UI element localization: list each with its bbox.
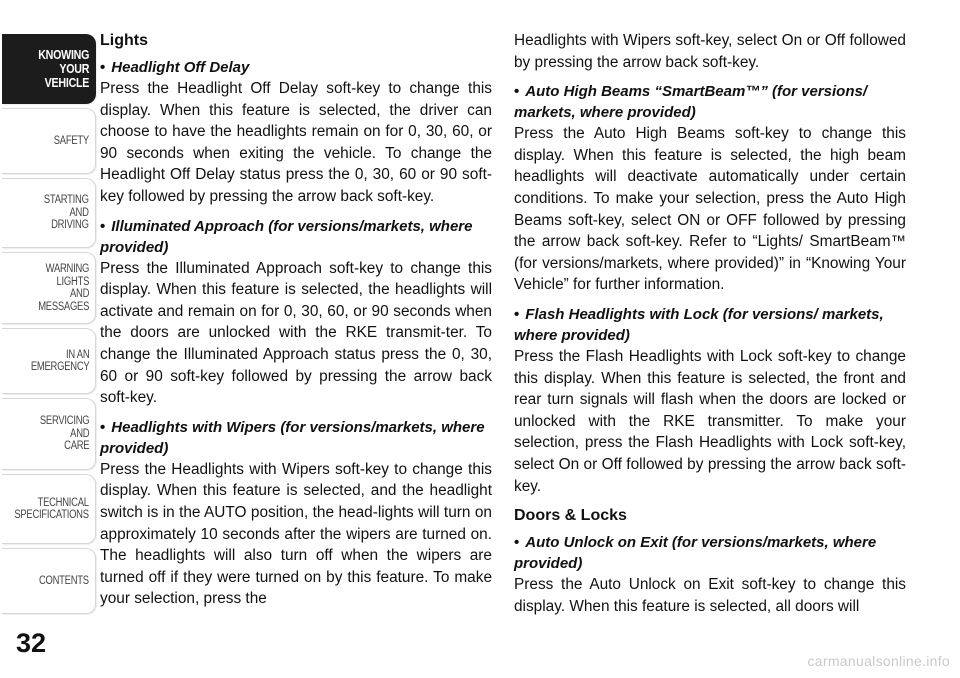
section-heading: Lights xyxy=(100,32,148,49)
bullet: • xyxy=(100,59,106,76)
tab-starting-and-driving[interactable] xyxy=(2,178,96,248)
tab-contents[interactable] xyxy=(2,548,96,614)
tab-label: SAFETY xyxy=(53,134,89,147)
tab-label: TECHNICAL SPECIFICATIONS xyxy=(14,496,89,521)
page-number: 32 xyxy=(16,628,47,658)
bullet: • xyxy=(514,83,520,101)
tab-label: SERVICING AND CARE xyxy=(39,415,89,453)
section-heading: Doors & Locks xyxy=(514,507,627,525)
tab-servicing-and-care[interactable] xyxy=(2,398,96,470)
left-column xyxy=(100,30,492,610)
feature-description: Press the Headlights with Wipers soft-key to change this display. When this feature is selected, and the headlight switch is in the AUTO position, the head-lights will turn on approximately 10 seconds after the wipers are turned on. The headlights will also turn off when the wipers are turned off if they were turned on by this feature. To make your selection, press the xyxy=(100,460,492,608)
feature-title: • Auto High Beams “SmartBeam™” (for versions/ markets, where provided) xyxy=(514,83,868,122)
bullet: • xyxy=(514,305,520,323)
tab-label: KNOWING YOUR VEHICLE xyxy=(38,47,89,90)
bullet: • xyxy=(100,217,106,235)
tab-label: STARTING AND DRIVING xyxy=(44,194,89,232)
right-column xyxy=(514,30,906,617)
feature-description: Press the Auto High Beams soft-key to change this display. When this feature is selected, the high beam headlights will deactivate automatically under certain conditions. To make your selection, press the Auto High Beams soft-key, select ON or OFF followed by pressing the arrow back soft-key. Refer to “Lights/ SmartBeam™ (for versions/markets, where provided)” in “Knowing Your Vehicle” for further information. xyxy=(514,125,906,294)
bullet: • xyxy=(100,418,106,436)
feature-title: • Headlight Off Delay xyxy=(100,59,250,76)
feature-title: • Illuminated Approach (for versions/markets, where provided) xyxy=(100,217,473,256)
tab-warning-lights-and-messages[interactable] xyxy=(2,252,96,324)
bullet: • xyxy=(514,534,520,552)
tab-label: CONTENTS xyxy=(39,574,89,587)
watermark: carmanualsonline.info xyxy=(807,653,950,669)
feature-title: • Headlights with Wipers (for versions/markets, where provided) xyxy=(100,418,485,457)
tab-technical-specifications[interactable] xyxy=(2,474,96,544)
feature-description-continued: Headlights with Wipers soft-key, select On or Off followed by pressing the arrow back soft-key. xyxy=(514,32,906,71)
tab-knowing-your-vehicle[interactable] xyxy=(2,34,96,104)
feature-description: Press the Auto Unlock on Exit soft-key to change this display. When this feature is selected, all doors will xyxy=(514,576,906,615)
feature-description: Press the Headlight Off Delay soft-key to change this display. When this feature is selected, the driver can choose to have the headlights remain on for 0, 30, 60, or 90 seconds when exiting the vehicle. To change the Headlight Off Delay status press the 0, 30, 60 or 90 soft-key followed by pressing the arrow back soft-key. xyxy=(100,80,492,205)
chapter-tabs xyxy=(0,0,100,678)
feature-title: • Auto Unlock on Exit (for versions/markets, where provided) xyxy=(514,534,877,573)
tab-safety[interactable] xyxy=(2,108,96,174)
feature-description: Press the Flash Headlights with Lock soft-key to change this display. When this feature is selected, the front and rear turn signals will flash when the doors are locked or unlocked with the RKE transmitter. To make your selection, press the Flash Headlights with Lock soft-key, select On or Off followed by pressing the arrow back soft-key. xyxy=(514,347,906,495)
feature-description: Press the Illuminated Approach soft-key to change this display. When this feature is selected, the headlights will activate and remain on for 0, 30, 60, or 90 seconds when the doors are unlocked with the RKE transmit-ter. To change the Illuminated Approach status press the 0, 30, 60 or 90 soft-key followed by pressing the arrow back soft-key. xyxy=(100,259,492,407)
tab-label: IN AN EMERGENCY xyxy=(30,348,89,373)
tab-label: WARNING LIGHTS AND MESSAGES xyxy=(38,263,89,313)
tab-in-an-emergency[interactable] xyxy=(2,328,96,394)
feature-title: • Flash Headlights with Lock (for versions/ markets, where provided) xyxy=(514,305,884,344)
